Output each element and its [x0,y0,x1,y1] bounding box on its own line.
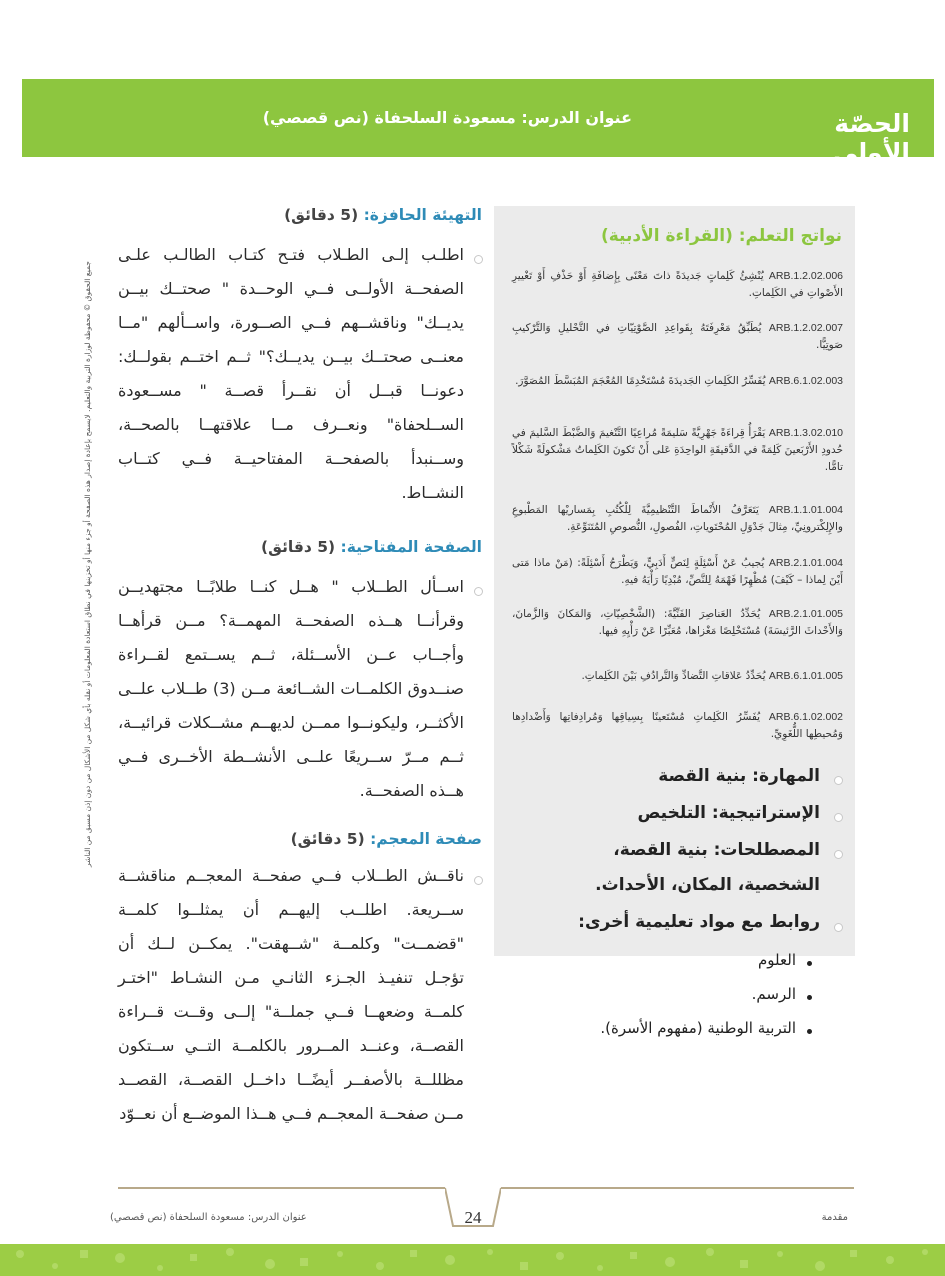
terms-label: المصطلحات: بنية القصة، [613,840,820,860]
list-bullet-icon [807,1029,812,1034]
outcome-item [512,320,843,354]
footer-section: مقدمة [821,1212,848,1223]
outcomes-heading: نواتج التعلم: (القراءة الأدبية) [600,226,842,246]
outcome-text: يُحَدِّدُ عَلاقاتِ التَّضادِّ وَالتَّرادُفِ بَيْنَ الكَلِماتِ. [581,670,766,682]
outcome-code: ARB.1.2.02.007 [768,322,843,334]
key-page-heading [250,538,482,556]
outcome-text: يَتَعَرَّفُ الأَنْماطَ التَّنْظيمِيَّةَ لِلْكُتُبِ بِمَساريْها المَطْبوعِ والإِلِكْترونِيِّ، مِثالَ جَدْوَلِ المُحْتَوياتِ، الفُصولِ، النُّصوصِ المُتَنَوِّعَةِ. [512,504,843,533]
list-bullet-icon [807,995,812,1000]
footer-rule-left [118,1187,445,1189]
outcome-code: ARB.6.1.02.003 [768,375,843,387]
footer-rule-right [501,1187,854,1189]
footer-lesson-title: عنوان الدرس: مسعودة السلحفاة (نص قصصي) [110,1212,307,1223]
outcome-text: يُفَسِّرُ الكَلِماتِ مُسْتَعينًا بِسِياقِها وَمُرادِفاتِها وَأَضْدادِها وَمُحيطِها اللُّغَوِيِّ. [512,711,843,740]
dictionary-paragraph: ناقــش الطــلاب فــي صفحــة المعجــم مناقشــة ســريعة. اطلــب إليهــم أن يمثلــوا كلمــة "قضمــت" وكلمــة "شــهقت". يمكــن لــك أن تؤجـل تنفيـذ الجـزء الثانـي مـن النشـاط "اختـر كلمــة وضعهــا فــي جملــة" إلــى وقــت قــراءة القصــة، وعنــد المــرور بالكلمــة التــي ســتكون مظللــة بالأصفــر أيضًــا داخــل القصــة، القصــد مــن صفحــة المعجــم فــي هــذا الموضــع أن نعــوّد [118,866,464,1123]
links-item: العلوم [758,951,796,969]
lesson-label: الحصّة الأولى [832,109,910,167]
strategy-bullet-icon [834,813,843,822]
key-page-bullet-icon [474,587,483,596]
skill-bullet-icon [834,776,843,785]
outcome-text: يُطَبِّقُ مَعْرِفَتَهُ بِقَواعِدِ الصَّوْتِيّاتِ في التَّحْليلِ وَالتَّرْكيبِ صَوتِيًّا. [512,322,843,351]
key-page-paragraph: اســأل الطــلاب " هــل كنــا طلابًــا مجتهديــن وقرأنــا هــذه الصفحــة المهمــة؟ مــن قرأهــا وأجــاب عــن الأســئلة، ثــم يســتمع لقــراءة صنــدوق الكلمــات الشــائعة مــن (3) طــلاب علــى الأكثــر، وليكونــوا ممــن لديهــم مشــكلات قرائيــة، ثــم مــرّ ســريعًا علــى الأنشــطة الأخــرى فــي هــذه الصفحــة. [118,577,465,800]
warmup-bullet-icon [474,255,483,264]
pattern-decoration-icon [0,1244,945,1276]
outcome-code: ARB.1.3.02.010 [768,427,844,439]
outcome-item [512,606,843,640]
links-heading: روابط مع مواد تعليمية أخرى: [578,912,820,932]
strategy-label: الإستراتيجية: التلخيص [637,803,820,823]
dictionary-duration: (5 دقائق) [290,830,365,848]
outcome-code: ARB.6.1.02.002 [768,711,843,723]
warmup-heading [250,206,482,224]
outcome-item [512,425,843,476]
key-page-duration: (5 دقائق) [261,538,336,556]
links-bullet-icon [834,923,843,932]
list-bullet-icon [807,961,812,966]
dictionary-bullet-icon [474,876,483,885]
decorative-footer-band [0,1244,945,1276]
links-item: الرسم. [751,985,796,1003]
outcome-text: يُفَسِّرُ الكَلِماتِ الجَديدَةَ مُسْتَخْدِمًا المُعْجَمَ المُبَسَّطَ المُصَوَّرَ. [515,375,766,387]
outcome-item [512,502,843,536]
outcome-item [512,373,843,390]
outcome-code: ARB.6.1.01.005 [768,670,843,682]
page-number: 24 [464,1208,482,1227]
outcome-text: يُحَدِّدُ العَناصِرَ الفَنِّيَّةَ: (الشَّخْصِيّاتِ، وَالمَكانَ وَالزَّمانَ، وَالأَحْداثَ الرَّئيسَةَ) مُسْتَخْلِصًا مَغْزاها، مُعَبِّرًا عَنْ رَأْيِهِ فيها. [512,608,843,637]
outcome-text: يُنْشِئُ كَلِماتٍ جَديدَةً ذاتَ مَعْنًى بِإِضافَةِ أَوْ حَذْفِ أَوْ تَغْييرِ الأَصْواتِ في الكَلِماتِ. [512,270,843,299]
terms-bullet-icon [834,850,843,859]
warmup-paragraph: اطلـب إلـى الطـلاب فتـح كتـاب الطالـب علـى الصفحــة الأولــى فــي الوحــدة " صحتــك بيــن يديــك" وناقشــهم فــي الصــورة، واســألهم "مــا معنــى صحتــك بيــن يديــك؟" ثــم اختــم بقولــك: دعونــا قبــل أن نقــرأ قصــة " مســعودة الســلحفاة" ونعــرف مــا علاقتهــا بالصحــة، وســنبدأ بالصفحــة المفتاحيــة فــي كتــاب النشــاط. [118,245,464,502]
copyright-note: جميع الحقوق © محفوظة لوزارة التربية والتعليم. لايسمح بإعادة إصدار هذه الصفحة أو جزء منها أو تخزينها في نطاق استعادة المعلومات أو نقله بأي شكل من الأشكال من دون إذن مسبق من الناشر [83,261,92,867]
warmup-duration: (5 دقائق) [284,206,359,224]
outcome-code: ARB.1.1.01.004 [768,504,843,516]
outcome-text: يَقْرَأُ قِراءَةً جَهْرِيَّةً سَليمَةً مُراعِيًا التَّنْغيمَ وَالضَّبْطَ السَّليمَ في حُدودِ الأَرْبَعينَ كَلِمَةً في الدَّقيقَةِ الواحِدَةِ عَلى أَنْ تَكونَ الكَلِماتُ مَشْكولَةً شَكْلاً تامًّا. [512,427,843,473]
outcome-item [512,668,843,685]
warmup-heading-label: التهيئة الحافزة: [363,206,482,224]
terms-label-continued: الشخصية، المكان، الأحداث. [595,875,820,895]
skill-label: المهارة: بنية القصة [658,766,820,786]
outcome-code: ARB.2.1.01.004 [768,557,844,569]
outcome-item [512,709,843,743]
links-item: التربية الوطنية (مفهوم الأسرة). [600,1019,796,1037]
outcome-item [512,268,843,302]
outcome-item [512,555,843,589]
dictionary-heading [250,830,482,848]
outcome-code: ARB.2.1.01.005 [768,608,843,620]
lesson-title: عنوان الدرس: مسعودة السلحفاة (نص قصصي) [262,108,632,127]
outcome-text: يُجيبُ عَنْ أَسْئِلَةٍ لِنَصٍّ أَدَبِيٍّ، وَيَطْرَحُ أَسْئِلَةً: (مَنْ ماذا مَتى أَيْنَ لِماذا – كَيْفَ) مُظْهِرًا فَهْمَهُ لِلنَّصِّ، مُبْدِيًا رَأْيَهُ فيهِ. [512,557,843,586]
dictionary-heading-label: صفحة المعجم: [370,830,482,848]
outcome-code: ARB.1.2.02.006 [768,270,843,282]
key-page-heading-label: الصفحة المفتاحية: [340,538,482,556]
